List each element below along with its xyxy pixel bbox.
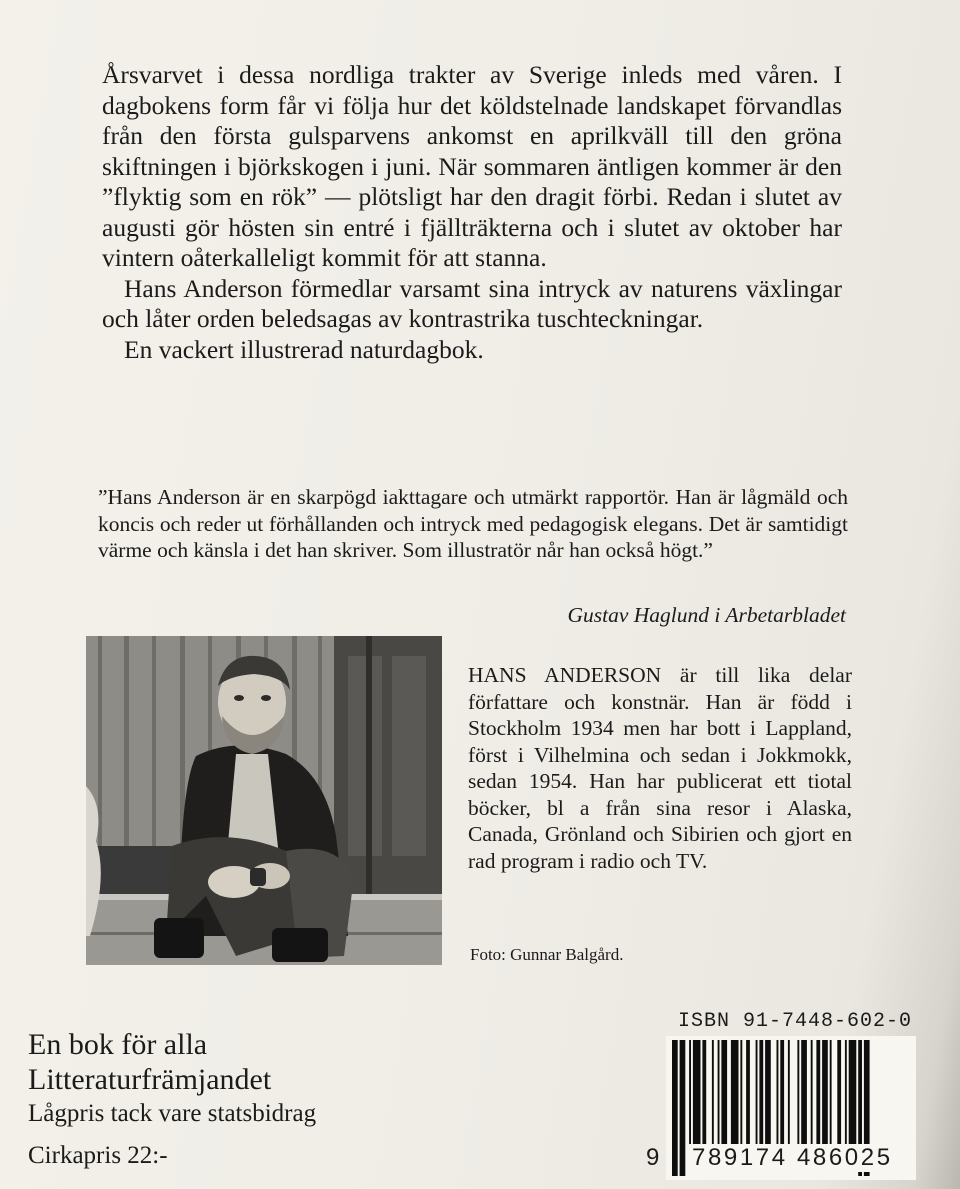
barcode-bar xyxy=(780,1040,784,1144)
author-photo xyxy=(86,636,442,965)
author-bio: HANS ANDERSON är till lika delar författare och konstnär. Han är född i Stockholm 1934 men har bott i Lappland, först i Vilhelmina och sedan i Jokkmokk, sedan 1954. Han har publicerat ett tiotal böcker, bl a från sina resor i Alaska, Canada, Grönland och Sibirien och gjort en rad program i radio och TV. xyxy=(468,663,852,873)
barcode-bar xyxy=(689,1040,691,1144)
barcode-bar xyxy=(816,1040,820,1144)
blurb-paragraph-3: En vackert illustrerad naturdagbok. xyxy=(124,334,484,364)
barcode-bar xyxy=(712,1040,714,1144)
barcode-bar xyxy=(797,1040,799,1144)
barcode-bar xyxy=(672,1040,678,1176)
review-quote: ”Hans Anderson är en skarpögd iakttagare och utmärkt rapportör. Han är lågmäld och koncis och reder ut förhållanden och intryck med pedagogisk elegans. Det är samtidigt värme och känsla i det han skriver. Som illustratör når han också högt.” xyxy=(98,485,848,562)
barcode-bar xyxy=(740,1040,742,1144)
blurb-paragraph-1: Årsvarvet i dessa nordliga trakter av Sverige inleds med våren. I dagbokens form får vi följa hur det köldstelnade landskapet förvandlas från den första gulsparvens ankomst en aprilkväll till den gröna skiftningen i björkskogen i juni. När sommaren äntligen kommer är den ”flyktig som en rök” — plötsligt har den dragit förbi. Redan i slutet av augusti gör hösten sin entré i fjällträkterna och i slutet av oktober har vintern oåterkalleligt kommit för att stanna. xyxy=(102,60,842,272)
barcode-bar xyxy=(680,1040,686,1176)
barcode-bar xyxy=(837,1040,841,1144)
photo-credit: Foto: Gunnar Balgård. xyxy=(470,945,624,964)
publisher-line-1: En bok för alla xyxy=(28,1028,208,1061)
barcode-bar xyxy=(822,1040,828,1144)
barcode-bar xyxy=(801,1040,807,1144)
blurb-paragraph-2: Hans Anderson förmedlar varsamt sina intryck av naturens växlingar och låter orden beledsagas av kontrastrika tuschteckningar. xyxy=(102,273,842,333)
barcode-bar xyxy=(702,1040,706,1144)
isbn-label: ISBN 91-7448-602-0 xyxy=(678,1010,913,1033)
barcode-bar xyxy=(731,1040,739,1144)
barcode-first-digit: 9 xyxy=(646,1144,660,1171)
barcode-bar xyxy=(849,1040,857,1144)
barcode-bar xyxy=(811,1040,813,1144)
author-photo-image xyxy=(86,636,442,965)
barcode-bar xyxy=(788,1040,790,1144)
blurb-text xyxy=(102,60,842,365)
barcode-digits: 789174 486025 xyxy=(692,1144,893,1171)
publisher-line-2: Litteraturfrämjandet xyxy=(28,1063,272,1096)
barcode-bar xyxy=(759,1040,763,1144)
barcode-bar xyxy=(721,1040,727,1144)
barcode-bar xyxy=(765,1040,771,1144)
barcode-bar xyxy=(746,1040,750,1144)
price-label: Cirkapris 22:- xyxy=(28,1142,168,1169)
publisher-note xyxy=(28,1028,316,1130)
barcode-bar xyxy=(845,1040,847,1144)
barcode-bar xyxy=(777,1040,779,1144)
barcode-bar xyxy=(718,1040,720,1144)
barcode-bar xyxy=(830,1040,832,1144)
barcode-bar xyxy=(756,1040,758,1144)
review-source: Gustav Haglund i Arbetarbladet xyxy=(567,603,846,627)
barcode-bar xyxy=(693,1040,701,1144)
publisher-line-3: Lågpris tack vare statsbidrag xyxy=(28,1100,317,1127)
